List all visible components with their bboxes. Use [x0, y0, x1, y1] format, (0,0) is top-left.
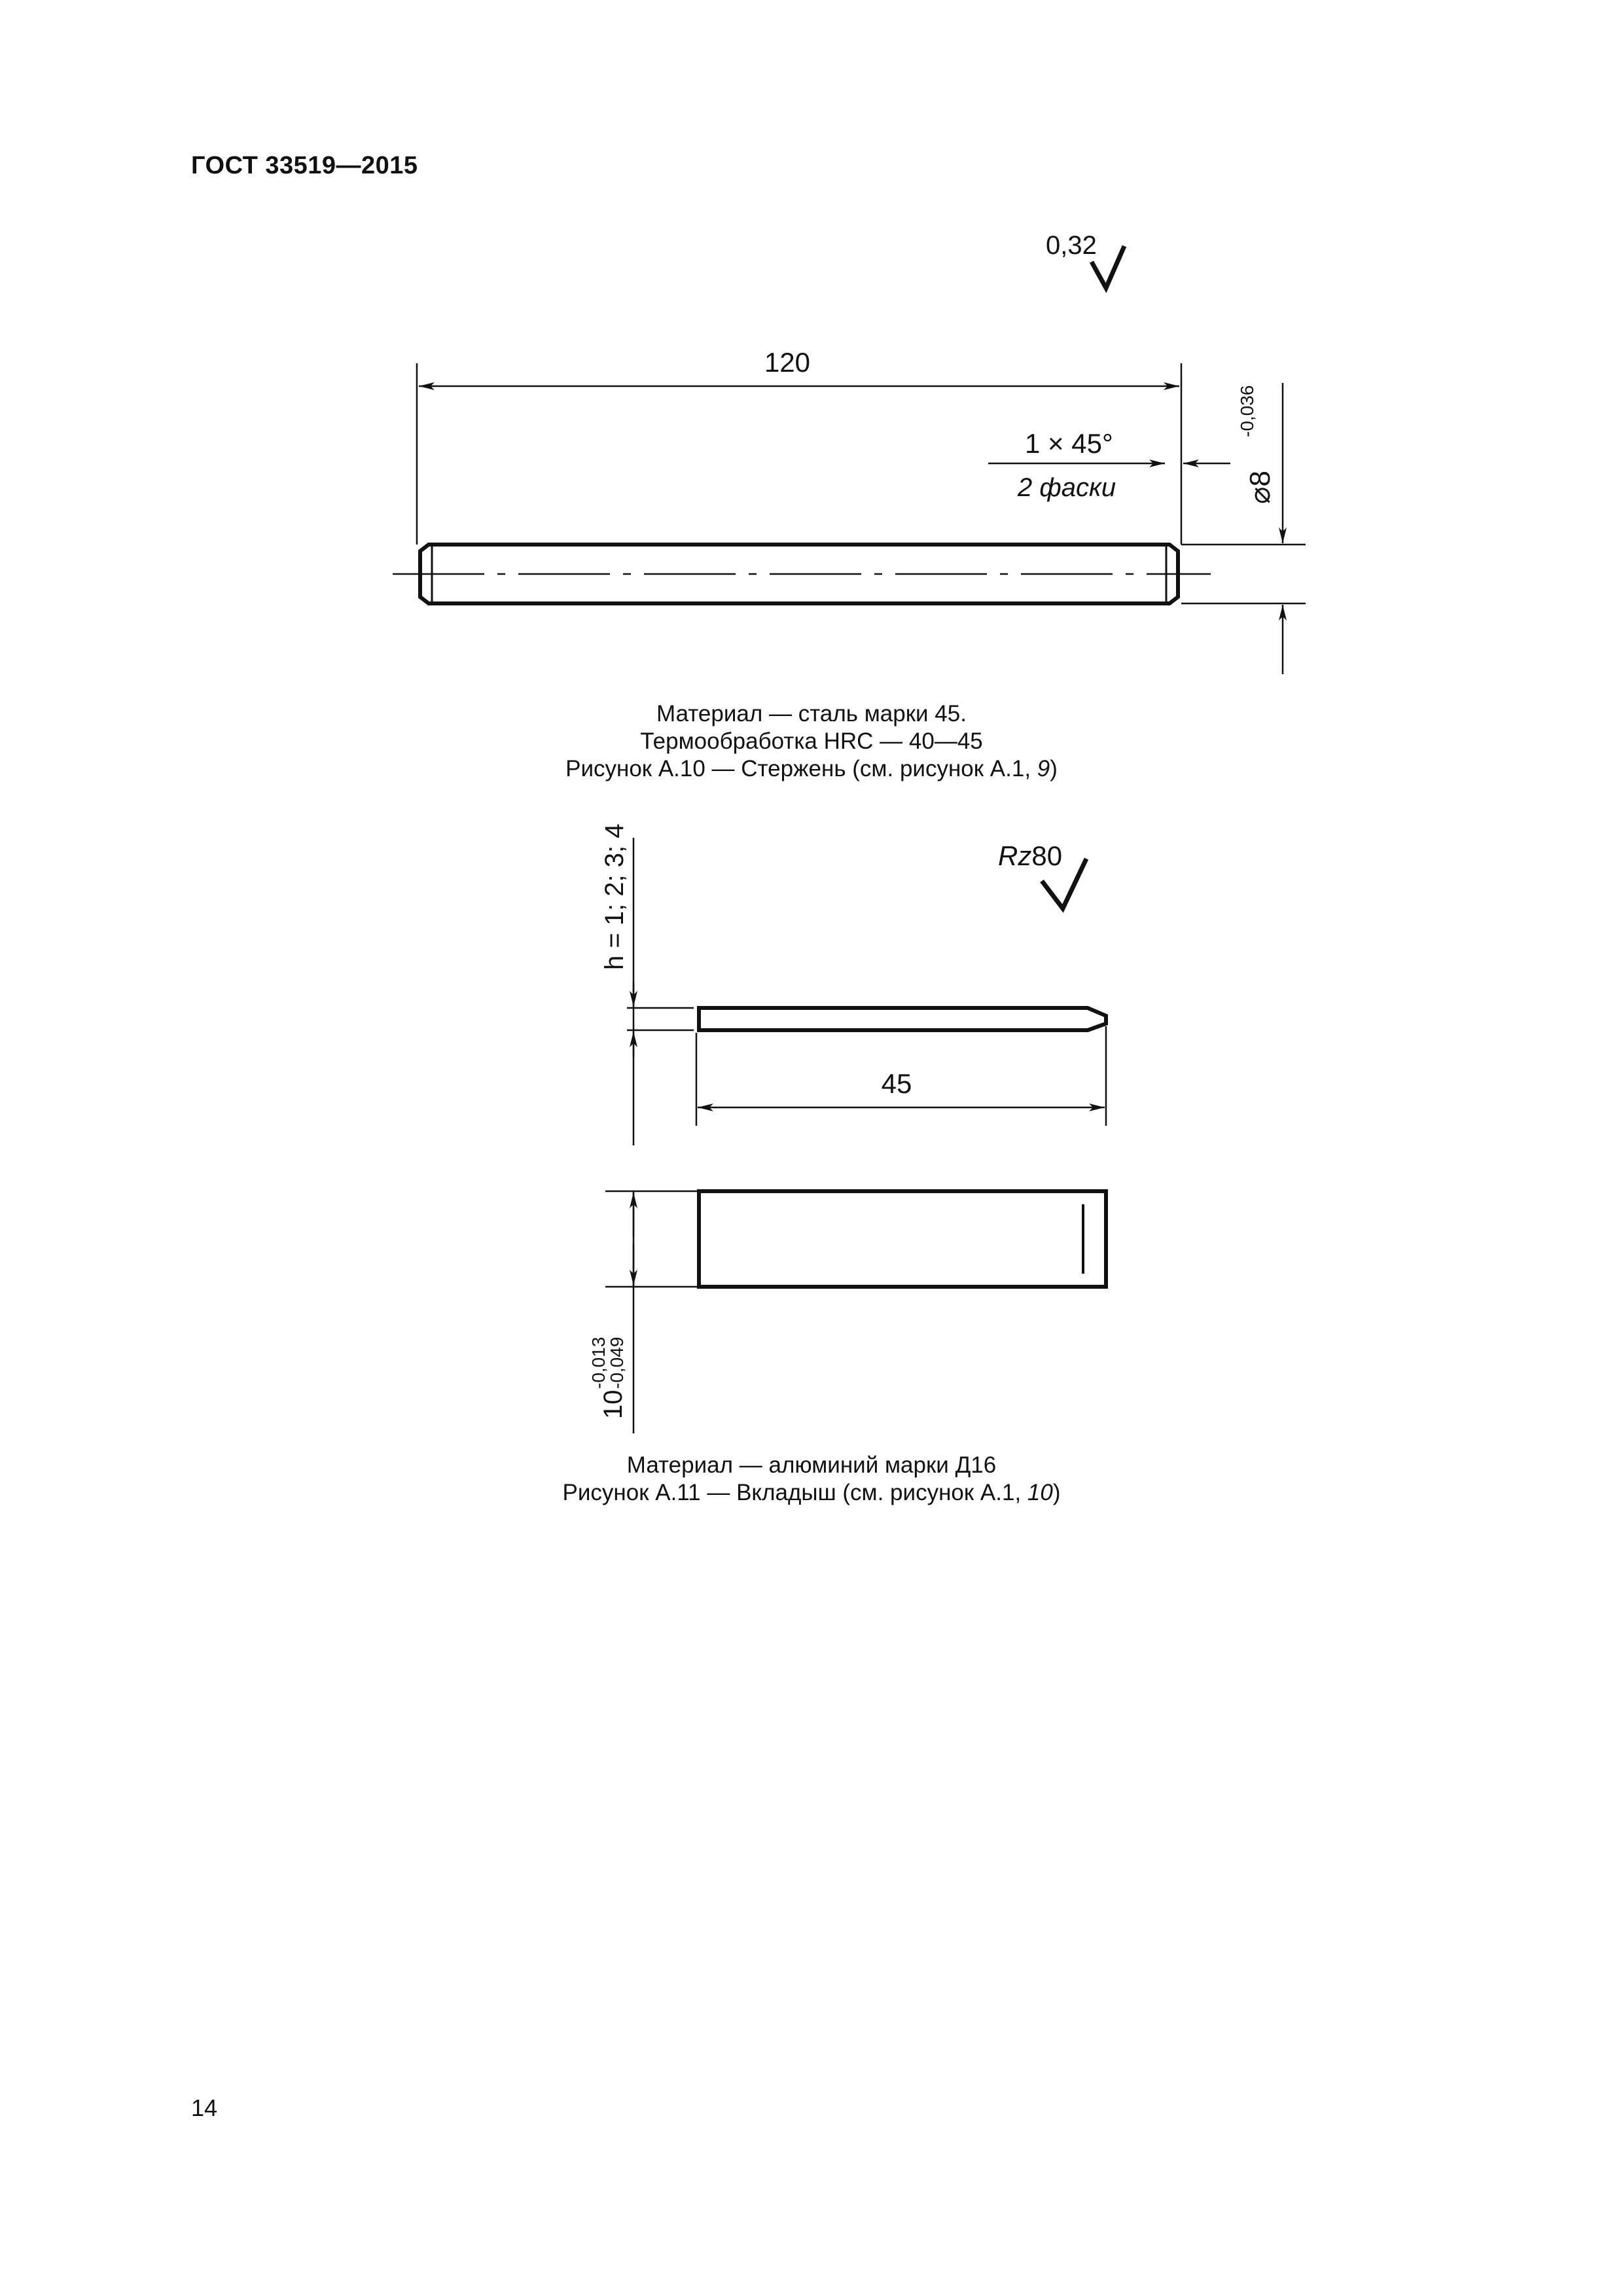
- figure-a10-caption: [0, 700, 1623, 783]
- chamfer-note: 2 фаски: [1018, 473, 1116, 502]
- width-dimension: 10: [599, 1390, 628, 1419]
- thickness-dimension: h = 1; 2; 3; 4: [600, 823, 629, 970]
- figure-a11-title: Рисунок А.11 — Вкладыш (см. рисунок А.1, 10): [562, 1480, 1061, 1505]
- figure-a11-material: Материал — алюминий марки Д16: [626, 1452, 997, 1478]
- figure-a11-caption: [0, 1452, 1623, 1507]
- insert-side-view: [699, 1008, 1106, 1030]
- roughness-value: Rz80: [998, 840, 1063, 871]
- document-header: ГОСТ 33519—2015: [191, 152, 418, 179]
- width-tolerance-lower: -0,049: [607, 1336, 627, 1389]
- roughness-value: 0,32: [1046, 231, 1097, 260]
- diameter-dimension: ⌀8: [1244, 471, 1276, 504]
- chamfer-dimension: 1 × 45°: [1025, 428, 1113, 459]
- width-tolerance-upper: -0,013: [588, 1336, 609, 1389]
- figure-a10-material: Материал — сталь марки 45.: [656, 701, 967, 726]
- figure-a10-title: Рисунок А.10 — Стержень (см. рисунок А.1, 9): [565, 756, 1058, 781]
- length-dimension: 120: [764, 347, 811, 378]
- length-dimension: 45: [881, 1068, 912, 1099]
- page-number: 14: [191, 2094, 218, 2121]
- figure-a10-drawing: [0, 0, 1623, 694]
- figure-a11-drawing: [0, 785, 1623, 1446]
- insert-top-view: [699, 1191, 1106, 1287]
- diameter-tolerance: -0,036: [1237, 385, 1257, 437]
- figure-a10-heat-treatment: Термообработка HRC — 40—45: [640, 728, 983, 754]
